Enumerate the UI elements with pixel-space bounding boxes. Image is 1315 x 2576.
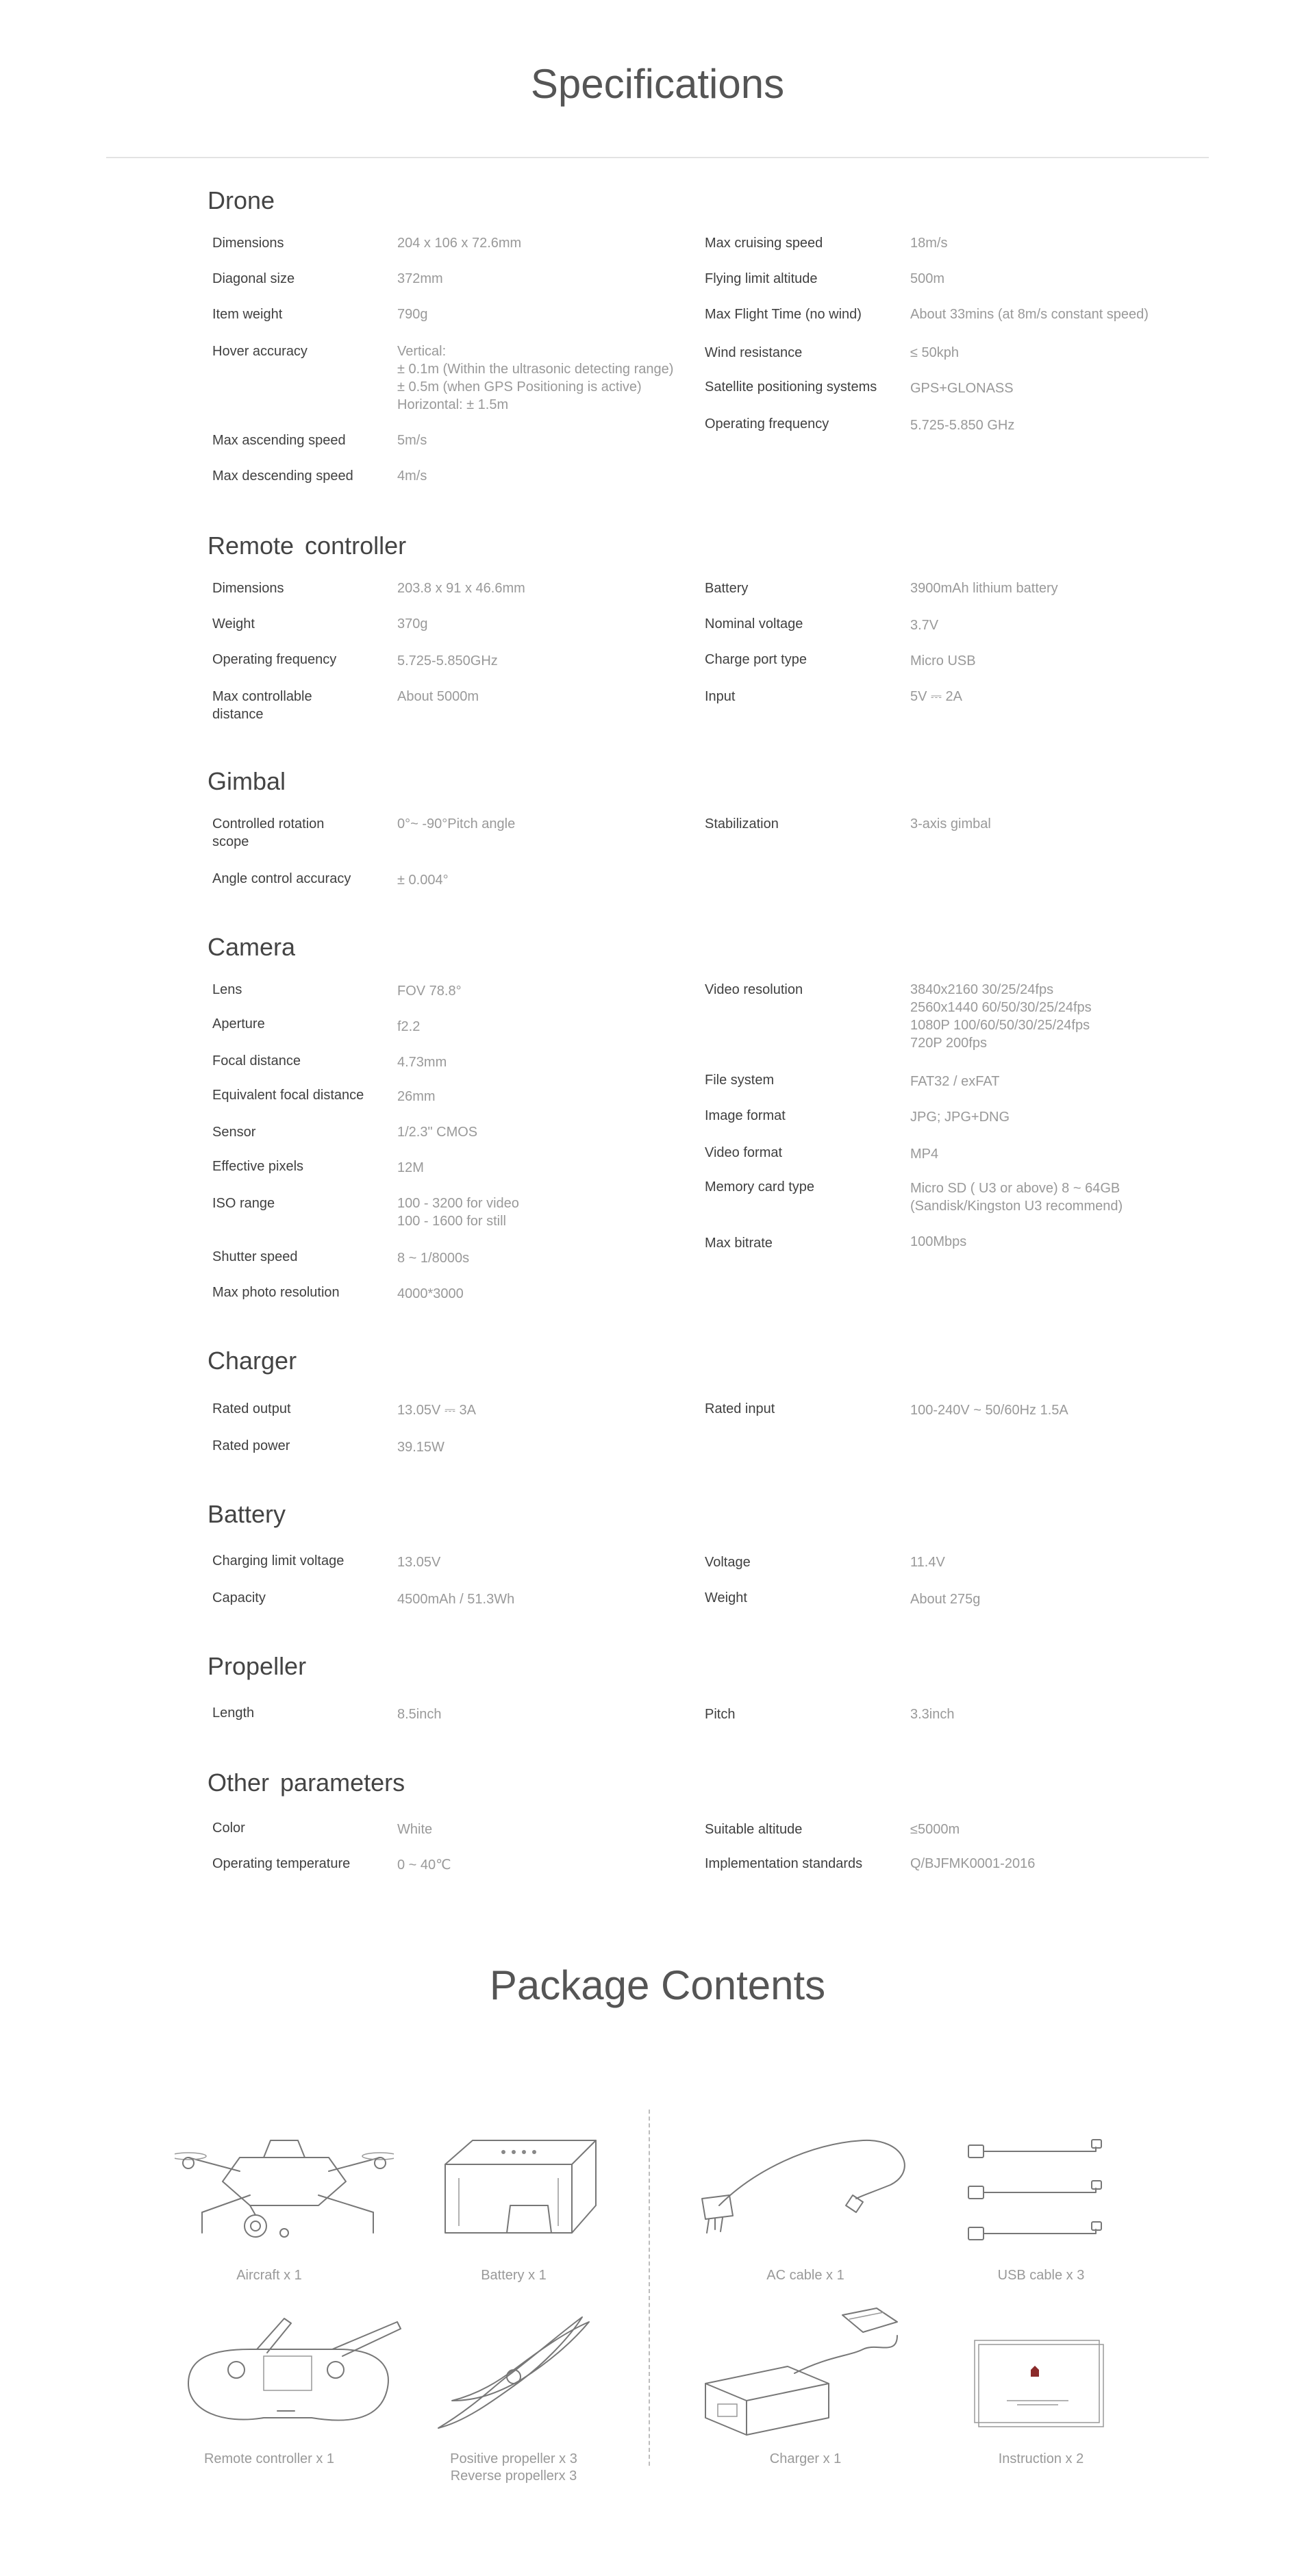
spec-value: 8.5inch [397, 1707, 442, 1722]
spec-label: Capacity [212, 1590, 266, 1605]
spec-label: Max descending speed [212, 468, 353, 484]
spec-value: 100Mbps [910, 1234, 967, 1249]
spec-value: 26mm [397, 1089, 436, 1104]
section-title-propeller: Propeller [208, 1652, 307, 1680]
spec-value: White [397, 1822, 433, 1837]
spec-label: Max Flight Time (no wind) [705, 307, 862, 322]
spec-label: Sensor [212, 1125, 256, 1140]
spec-value: 100 - 3200 for video 100 - 1600 for still [397, 1196, 519, 1229]
spec-value: ≤5000m [910, 1822, 960, 1837]
spec-value: MP4 [910, 1147, 939, 1162]
spec-label: Max controllable distance [212, 689, 312, 722]
spec-label: Video format [705, 1145, 783, 1160]
spec-value: Micro SD ( U3 or above) 8 ~ 64GB (Sandisk/Kingston U3 recommend) [910, 1181, 1123, 1214]
spec-value: 203.8 x 91 x 46.6mm [397, 581, 525, 596]
package-caption: Battery x 1 [481, 2268, 547, 2283]
spec-value: FOV 78.8° [397, 984, 462, 999]
spec-value: 12M [397, 1160, 424, 1175]
spec-value: 39.15W [397, 1440, 444, 1455]
package-caption: Charger x 1 [769, 2451, 842, 2466]
spec-value: 5.725-5.850 GHz [910, 418, 1015, 433]
spec-value: Vertical: ± 0.1m (Within the ultrasonic detecting range) ± 0.5m (when GPS Positioning is active) Horizontal: ± 1.5m [397, 344, 674, 412]
spec-value: 3.7V [910, 618, 939, 633]
section-title-gimbal: Gimbal [208, 767, 286, 795]
section-title-remote-controller: Remote controller [208, 532, 407, 560]
spec-value: 1/2.3" CMOS [397, 1125, 478, 1140]
usb-cable-icon [959, 2137, 1123, 2253]
spec-value: 3-axis gimbal [910, 816, 991, 831]
spec-value: 4.73mm [397, 1055, 447, 1070]
package-contents-title: Package Contents [489, 1962, 826, 2008]
page-title: Specifications [530, 61, 785, 107]
spec-value: 4000*3000 [397, 1286, 464, 1301]
spec-label: Lens [212, 982, 242, 997]
spec-value: 5m/s [397, 433, 427, 448]
spec-label: Equivalent focal distance [212, 1088, 364, 1103]
spec-label: Charge port type [705, 652, 807, 667]
spec-label: Max photo resolution [212, 1285, 340, 1300]
spec-label: Suitable altitude [705, 1822, 803, 1837]
spec-label: Nominal voltage [705, 616, 803, 632]
spec-value: GPS+GLONASS [910, 381, 1014, 396]
spec-label: Rated power [212, 1438, 290, 1453]
spec-label: Controlled rotation scope [212, 816, 325, 849]
spec-label: Stabilization [705, 816, 779, 831]
spec-label: File system [705, 1073, 775, 1088]
spec-label: ISO range [212, 1196, 275, 1211]
spec-value: About 5000m [397, 689, 479, 704]
spec-label: Shutter speed [212, 1249, 298, 1264]
section-title-other-parameters: Other parameters [208, 1768, 405, 1797]
spec-value: About 275g [910, 1592, 981, 1607]
package-caption: Instruction x 2 [998, 2451, 1084, 2466]
spec-value: 3900mAh lithium battery [910, 581, 1058, 596]
spec-label: Hover accuracy [212, 344, 308, 359]
charger-icon [692, 2301, 911, 2438]
spec-value: 370g [397, 616, 428, 632]
spec-label: Image format [705, 1108, 786, 1123]
spec-label: Focal distance [212, 1053, 301, 1068]
spec-value: 13.05V ⎓ 3A [397, 1403, 476, 1418]
spec-label: Dimensions [212, 581, 284, 596]
spec-label: Voltage [705, 1555, 751, 1570]
spec-value: Q/BJFMK0001-2016 [910, 1856, 1036, 1871]
spec-label: Flying limit altitude [705, 271, 818, 286]
spec-value: 372mm [397, 271, 443, 286]
section-title-camera: Camera [208, 933, 296, 961]
spec-label: Wind resistance [705, 345, 803, 360]
spec-label: Implementation standards [705, 1856, 863, 1871]
spec-label: Aperture [212, 1016, 265, 1031]
spec-label: Angle control accuracy [212, 871, 351, 886]
spec-value: 204 x 106 x 72.6mm [397, 236, 522, 251]
spec-label: Video resolution [705, 982, 803, 997]
spec-label: Diagonal size [212, 271, 295, 286]
ac-cable-icon [692, 2130, 911, 2247]
section-title-charger: Charger [208, 1347, 297, 1375]
remote-controller-icon [175, 2315, 408, 2431]
spec-label: Input [705, 689, 736, 704]
spec-label: Pitch [705, 1707, 736, 1722]
spec-value: 4m/s [397, 468, 427, 484]
propeller-icon [431, 2312, 596, 2435]
package-caption: Aircraft x 1 [236, 2268, 302, 2283]
section-title-battery: Battery [208, 1500, 286, 1528]
spec-value: 500m [910, 271, 945, 286]
spec-value: 0°~ -90°Pitch angle [397, 816, 516, 831]
spec-label: Length [212, 1705, 255, 1721]
spec-value: Micro USB [910, 653, 976, 668]
spec-label: Dimensions [212, 236, 284, 251]
section-title-drone: Drone [208, 186, 275, 214]
spec-value: f2.2 [397, 1019, 421, 1034]
spec-value: 11.4V [910, 1555, 945, 1570]
spec-label: Rated input [705, 1401, 775, 1416]
spec-value: 4500mAh / 51.3Wh [397, 1592, 515, 1607]
spec-label: Max cruising speed [705, 236, 823, 251]
spec-label: Weight [212, 616, 255, 632]
spec-value: 5.725-5.850GHz [397, 653, 498, 668]
spec-value: 3.3inch [910, 1707, 955, 1722]
spec-label: Effective pixels [212, 1159, 304, 1174]
package-caption: Positive propeller x 3 Reverse propellerx 3 [450, 2451, 577, 2484]
spec-label: Satellite positioning systems [705, 379, 877, 395]
spec-label: Rated output [212, 1401, 291, 1416]
package-divider [649, 2110, 650, 2466]
spec-value: 0 ~ 40℃ [397, 1858, 451, 1873]
spec-value: JPG; JPG+DNG [910, 1110, 1010, 1125]
spec-label: Battery [705, 581, 749, 596]
spec-label: Memory card type [705, 1179, 815, 1195]
spec-value: 8 ~ 1/8000s [397, 1251, 470, 1266]
instruction-icon [969, 2332, 1113, 2435]
drone-icon [175, 2116, 394, 2247]
spec-value: 13.05V [397, 1555, 441, 1570]
spec-label: Operating temperature [212, 1856, 351, 1871]
spec-label: Charging limit voltage [212, 1553, 345, 1568]
spec-value: 5V ⎓ 2A [910, 689, 962, 704]
spec-label: Operating frequency [212, 652, 337, 667]
battery-icon [425, 2130, 603, 2247]
spec-label: Item weight [212, 307, 283, 322]
spec-value: About 33mins (at 8m/s constant speed) [910, 307, 1149, 322]
spec-value: 100-240V ~ 50/60Hz 1.5A [910, 1403, 1068, 1418]
title-divider [106, 157, 1209, 158]
spec-value: FAT32 / exFAT [910, 1074, 1000, 1089]
spec-value: 790g [397, 307, 428, 322]
spec-label: Operating frequency [705, 416, 829, 432]
package-caption: USB cable x 3 [997, 2268, 1085, 2283]
spec-value: ≤ 50kph [910, 345, 960, 360]
spec-value: 3840x2160 30/25/24fps 2560x1440 60/50/30/25/24fps 1080P 100/60/50/30/25/24fps 720P 200fps [910, 982, 1092, 1051]
package-caption: Remote controller x 1 [203, 2451, 335, 2466]
spec-label: Max bitrate [705, 1236, 773, 1251]
spec-label: Max ascending speed [212, 433, 346, 448]
package-caption: AC cable x 1 [766, 2268, 844, 2283]
spec-value: 18m/s [910, 236, 948, 251]
spec-label: Weight [705, 1590, 747, 1605]
spec-value: ± 0.004° [397, 873, 449, 888]
spec-label: Color [212, 1821, 245, 1836]
